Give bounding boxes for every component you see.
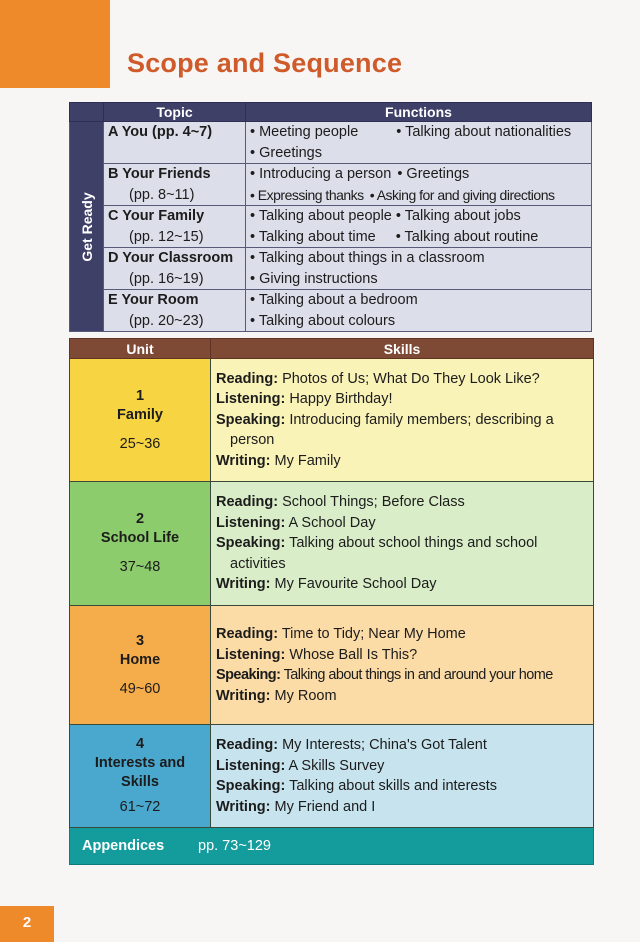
topic-name: E Your Room	[108, 292, 199, 308]
skill-label: Writing:	[216, 576, 271, 593]
skill-line	[216, 624, 593, 645]
unit-row-1	[70, 359, 594, 482]
unit-row-4	[70, 725, 594, 828]
skill-label: Writing:	[216, 452, 271, 469]
skill-label: Reading:	[216, 737, 279, 753]
skill-label: Writing:	[216, 687, 271, 704]
function-item: • Greetings	[250, 144, 322, 161]
unit-title: Interests and	[94, 755, 186, 771]
function-line	[250, 143, 591, 164]
skill-value: School Things; Before Class	[282, 494, 465, 511]
get-ready-row	[70, 290, 592, 332]
skill-value: My Friend and I	[274, 798, 376, 815]
function-line	[250, 206, 591, 227]
unit-title: Family	[117, 406, 163, 423]
unit-number: 4	[135, 736, 145, 752]
unit-cell	[70, 359, 211, 482]
function-line	[250, 269, 591, 290]
function-item: • Talking about time	[250, 228, 376, 245]
function-item: • Expressing thanks	[250, 186, 364, 203]
topic-cell	[104, 164, 246, 206]
function-item: • Introducing a person	[250, 166, 392, 182]
function-line	[250, 248, 591, 269]
function-item: • Giving instructions	[250, 270, 378, 287]
unit-title: School Life	[100, 530, 180, 546]
skills-cell	[211, 725, 594, 828]
skill-label: Speaking:	[216, 667, 281, 683]
skill-value: Whose Ball Is This?	[289, 646, 418, 663]
function-item: • Talking about things in a classroom	[250, 250, 485, 266]
skill-line	[216, 410, 593, 431]
skill-value: Time to Tidy; Near My Home	[281, 626, 466, 642]
skill-line	[216, 574, 593, 595]
topic-pages: (pp. 20~23)	[129, 312, 204, 329]
unit-title: Home	[119, 651, 161, 668]
unit-row-3	[70, 606, 594, 725]
units-header-row	[70, 339, 594, 359]
function-item: • Talking about nationalities	[396, 124, 572, 140]
function-line	[250, 290, 591, 311]
appendices-cell	[70, 828, 594, 865]
skill-line	[216, 451, 593, 472]
skill-line	[216, 369, 593, 390]
appendices-label: Appendices	[82, 838, 165, 854]
skill-line	[216, 686, 593, 707]
topic-cell	[104, 122, 246, 164]
skill-value: A Skills Survey	[288, 757, 385, 774]
functions-cell	[246, 206, 592, 248]
topic-pages: (pp. 8~11)	[129, 186, 195, 203]
skill-value: Happy Birthday!	[289, 391, 393, 408]
skill-continuation: person	[230, 432, 275, 449]
functions-cell	[246, 164, 592, 206]
functions-cell	[246, 290, 592, 332]
skills-cell	[211, 606, 594, 725]
unit-header: Unit	[70, 339, 211, 359]
skill-value: Introducing family members; describing a	[289, 411, 554, 428]
topic-header: Topic	[104, 103, 246, 122]
skill-label: Reading:	[216, 494, 279, 511]
skill-value: My Room	[274, 687, 337, 704]
get-ready-row	[70, 206, 592, 248]
function-item: • Talking about people	[250, 208, 392, 224]
topic-cell	[104, 206, 246, 248]
orange-corner-block	[0, 0, 110, 88]
skill-value: Talking about skills and interests	[289, 778, 498, 794]
get-ready-row	[70, 164, 592, 206]
skill-label: Reading:	[216, 626, 279, 642]
units-table	[69, 338, 594, 865]
topic-name: C Your Family	[108, 208, 205, 224]
functions-cell	[246, 248, 592, 290]
header-corner	[70, 103, 104, 122]
skill-label: Listening:	[216, 646, 286, 663]
skill-label: Speaking:	[216, 778, 286, 794]
skill-line	[216, 389, 593, 410]
page-number: 2	[0, 906, 54, 942]
topic-cell	[104, 248, 246, 290]
unit-number: 3	[135, 632, 145, 649]
skill-value: My Interests; China's Got Talent	[282, 737, 487, 753]
unit-pages: 25~36	[119, 435, 161, 452]
skills-cell	[211, 359, 594, 482]
function-item: • Asking for and giving directions	[369, 186, 555, 203]
unit-number: 2	[135, 511, 145, 527]
unit-number: 1	[135, 387, 145, 404]
function-item: • Talking about a bedroom	[250, 292, 418, 308]
unit-cell	[70, 606, 211, 725]
topic-name: B Your Friends	[108, 166, 211, 182]
skill-label: Reading:	[216, 370, 279, 387]
unit-pages: 49~60	[119, 680, 161, 697]
skill-line	[216, 776, 593, 797]
function-line	[250, 227, 591, 248]
get-ready-header-row	[70, 103, 592, 122]
get-ready-side-label: Get Ready	[78, 191, 95, 262]
get-ready-row	[70, 248, 592, 290]
skill-continuation: activities	[230, 555, 286, 572]
function-line	[250, 311, 591, 332]
get-ready-side-cell	[70, 122, 104, 332]
skill-line	[216, 492, 593, 513]
function-line	[250, 122, 591, 143]
get-ready-table	[69, 102, 592, 332]
functions-cell	[246, 122, 592, 164]
unit-cell	[70, 482, 211, 606]
skill-line	[216, 645, 593, 666]
skill-label: Speaking:	[216, 535, 286, 552]
function-item: • Meeting people	[250, 124, 359, 140]
get-ready-row	[70, 122, 592, 164]
skill-label: Speaking:	[216, 411, 286, 428]
skills-cell	[211, 482, 594, 606]
skill-value: My Family	[274, 452, 341, 469]
skill-value: Talking about things in and around your home	[283, 667, 553, 683]
unit-row-2	[70, 482, 594, 606]
skill-line	[216, 735, 593, 756]
appendices-row	[70, 828, 594, 865]
skill-line	[216, 533, 593, 554]
skill-value: Photos of Us; What Do They Look Like?	[282, 370, 540, 387]
skill-line	[216, 513, 593, 534]
function-item: • Talking about colours	[250, 312, 396, 329]
skill-label: Listening:	[216, 514, 286, 531]
unit-pages: 61~72	[119, 799, 161, 815]
function-line	[250, 164, 591, 185]
skill-label: Listening:	[216, 757, 286, 774]
skill-line	[216, 756, 593, 777]
topic-cell	[104, 290, 246, 332]
skill-label: Writing:	[216, 798, 271, 815]
skill-line	[216, 665, 593, 686]
topic-name: D Your Classroom	[108, 250, 234, 266]
unit-title-line-2: Skills	[121, 774, 159, 790]
appendices-pages: pp. 73~129	[198, 838, 271, 854]
function-item: • Talking about jobs	[395, 208, 521, 224]
topic-name: A You (pp. 4~7)	[108, 124, 213, 140]
skill-label: Listening:	[216, 391, 286, 408]
skill-value: Talking about school things and school	[289, 535, 538, 552]
skills-header: Skills	[211, 339, 594, 359]
topic-pages: (pp. 16~19)	[129, 270, 204, 287]
function-item: • Greetings	[397, 166, 470, 182]
unit-cell	[70, 725, 211, 828]
skill-value: My Favourite School Day	[274, 576, 437, 593]
topic-pages: (pp. 12~15)	[129, 228, 204, 245]
skill-line	[216, 797, 593, 818]
skill-value: A School Day	[288, 514, 376, 531]
function-line	[250, 185, 591, 206]
unit-pages: 37~48	[119, 559, 161, 575]
function-item: • Talking about routine	[395, 228, 539, 245]
functions-header: Functions	[246, 103, 592, 122]
page-title: Scope and Sequence	[127, 48, 403, 78]
